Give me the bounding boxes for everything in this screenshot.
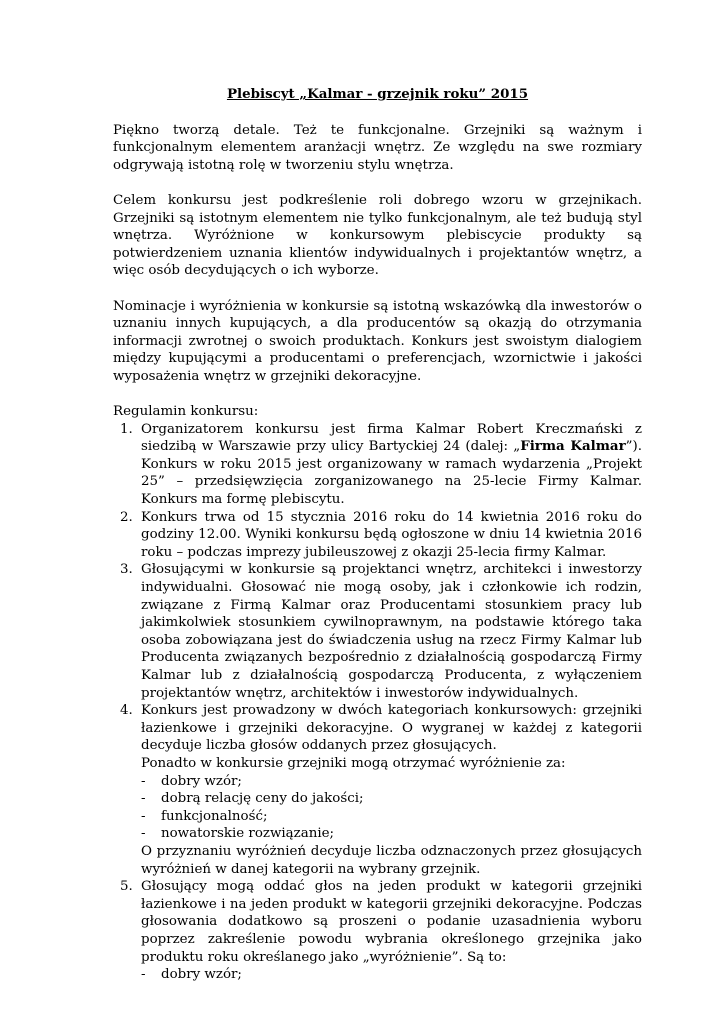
intro-paragraph-2: Celem konkursu jest podkreślenie roli dobrego wzoru w grzejnikach. Grzejniki są istotnym elementem nie tylko funkcjonalnym, ale też budują styl wnętrza. Wyróżnione w konkursowym plebiscycie produkty są potwierdzeniem uznania klientów indywidualnych i projektantów wnętrz, a więc osób decydujących o ich wyborze. bbox=[113, 192, 642, 279]
rule-4-intro: Ponadto w konkursie grzejniki mogą otrzymać wyróżnienie za: bbox=[141, 755, 566, 771]
list-item: - nowatorskie rozwiązanie; bbox=[141, 825, 642, 843]
list-item: - dobry wzór; bbox=[141, 966, 642, 984]
rule-1-text-before: Organizatorem konkursu jest firma Kalmar Robert Kreczmański z siedzibą w Warszawie przy ulicy Bartyckiej 24 (dalej: „ bbox=[141, 421, 642, 455]
rule-1-text-after: ”). Konkurs w roku 2015 jest organizowany w ramach wydarzenia „Projekt 25” – przedsięwzięcia zorganizowanego na 25-lecie Firmy Kalmar. Konkurs ma formę plebiscytu. bbox=[141, 439, 642, 508]
rule-2 bbox=[137, 509, 642, 562]
rule-2-text: Konkurs trwa od 15 stycznia 2016 roku do 14 kwietnia 2016 roku do godziny 12.00. Wyniki konkursu będą ogłoszone w dniu 14 kwietnia 2016 roku – podczas imprezy jubileuszowej z okazji 25-lecia firmy Kalmar. bbox=[141, 509, 642, 560]
rule-4-text: Konkurs jest prowadzony w dwóch kategoriach konkursowych: grzejniki łazienkowe i grzejniki dekoracyjne. O wygranej w każdej z kategorii decyduje liczba głosów oddanych przez głosujących. bbox=[141, 703, 642, 754]
intro-paragraph-3: Nominacje i wyróżnienia w konkursie są istotną wskazówką dla inwestorów o uznaniu innych kupujących, a dla producentów są okazją do otrzymania informacji zwrotnej o swoich produktach. Konkurs jest swoistym dialogiem między kupującymi a producentami o preferencjach, wzornictwie i jakości wyposażenia wnętrz w grzejniki dekoracyjne. bbox=[113, 298, 642, 384]
rule-1 bbox=[137, 421, 642, 509]
list-item: - dobry wzór; bbox=[141, 773, 642, 791]
intro-paragraph-1: Piękno tworzą detale. Też te funkcjonalne. Grzejniki są ważnym i funkcjonalnym elementem aranżacji wnętrz. Ze względu na swe rozmiary odgrywają istotną rolę w tworzeniu stylu wnętrza. bbox=[113, 122, 642, 173]
rule-5 bbox=[137, 878, 642, 984]
rule-4-distinctions-list bbox=[141, 773, 642, 843]
rule-3-text: Głosującymi w konkursie są projektanci wnętrz, architekci i inwestorzy indywidualni. Głosować nie mogą osoby, jak i członkowie ich rodzin, związane z Firmą Kalmar oraz Producentami stosunkiem pracy lub jakimkolwiek stosunkiem cywilnoprawnym, na podstawie którego taka osoba zobowiązana jest do świadczenia usług na rzecz Firmy Kalmar lub Producenta związanych bezpośrednio z działalnością gospodarczą Firmy Kalmar lub z działalnością gospodarczą Producenta, z wyłączeniem projektantów wnętrz, architektów i inwestorów indywidualnych. bbox=[141, 562, 642, 701]
rule-3 bbox=[137, 561, 642, 702]
list-item: - funkcjonalność; bbox=[141, 808, 642, 826]
regulations-list bbox=[113, 421, 642, 984]
rule-1-bold-term: Firma Kalmar bbox=[520, 438, 626, 455]
rule-4 bbox=[137, 702, 642, 878]
rule-5-reasons-list bbox=[141, 966, 642, 984]
list-item: - dobrą relację ceny do jakości; bbox=[141, 790, 642, 808]
document-title: Plebiscyt „Kalmar - grzejnik roku” 2015 bbox=[226, 86, 529, 102]
rule-4-outro: O przyznaniu wyróżnień decyduje liczba odznaczonych przez głosujących wyróżnień w danej kategorii na wybrany grzejnik. bbox=[141, 843, 642, 877]
regulations-heading: Regulamin konkursu: bbox=[113, 404, 259, 420]
rule-5-text: Głosujący mogą oddać głos na jeden produkt w kategorii grzejniki łazienkowe i na jeden produkt w kategorii grzejniki dekoracyjne. Podczas głosowania dodatkowo są proszeni o podanie uzasadnienia wyboru poprzez zakreślenie powodu wybrania określonego grzejnika jako produktu roku określanego jako „wyróżnienie”. Są to: bbox=[141, 879, 642, 965]
